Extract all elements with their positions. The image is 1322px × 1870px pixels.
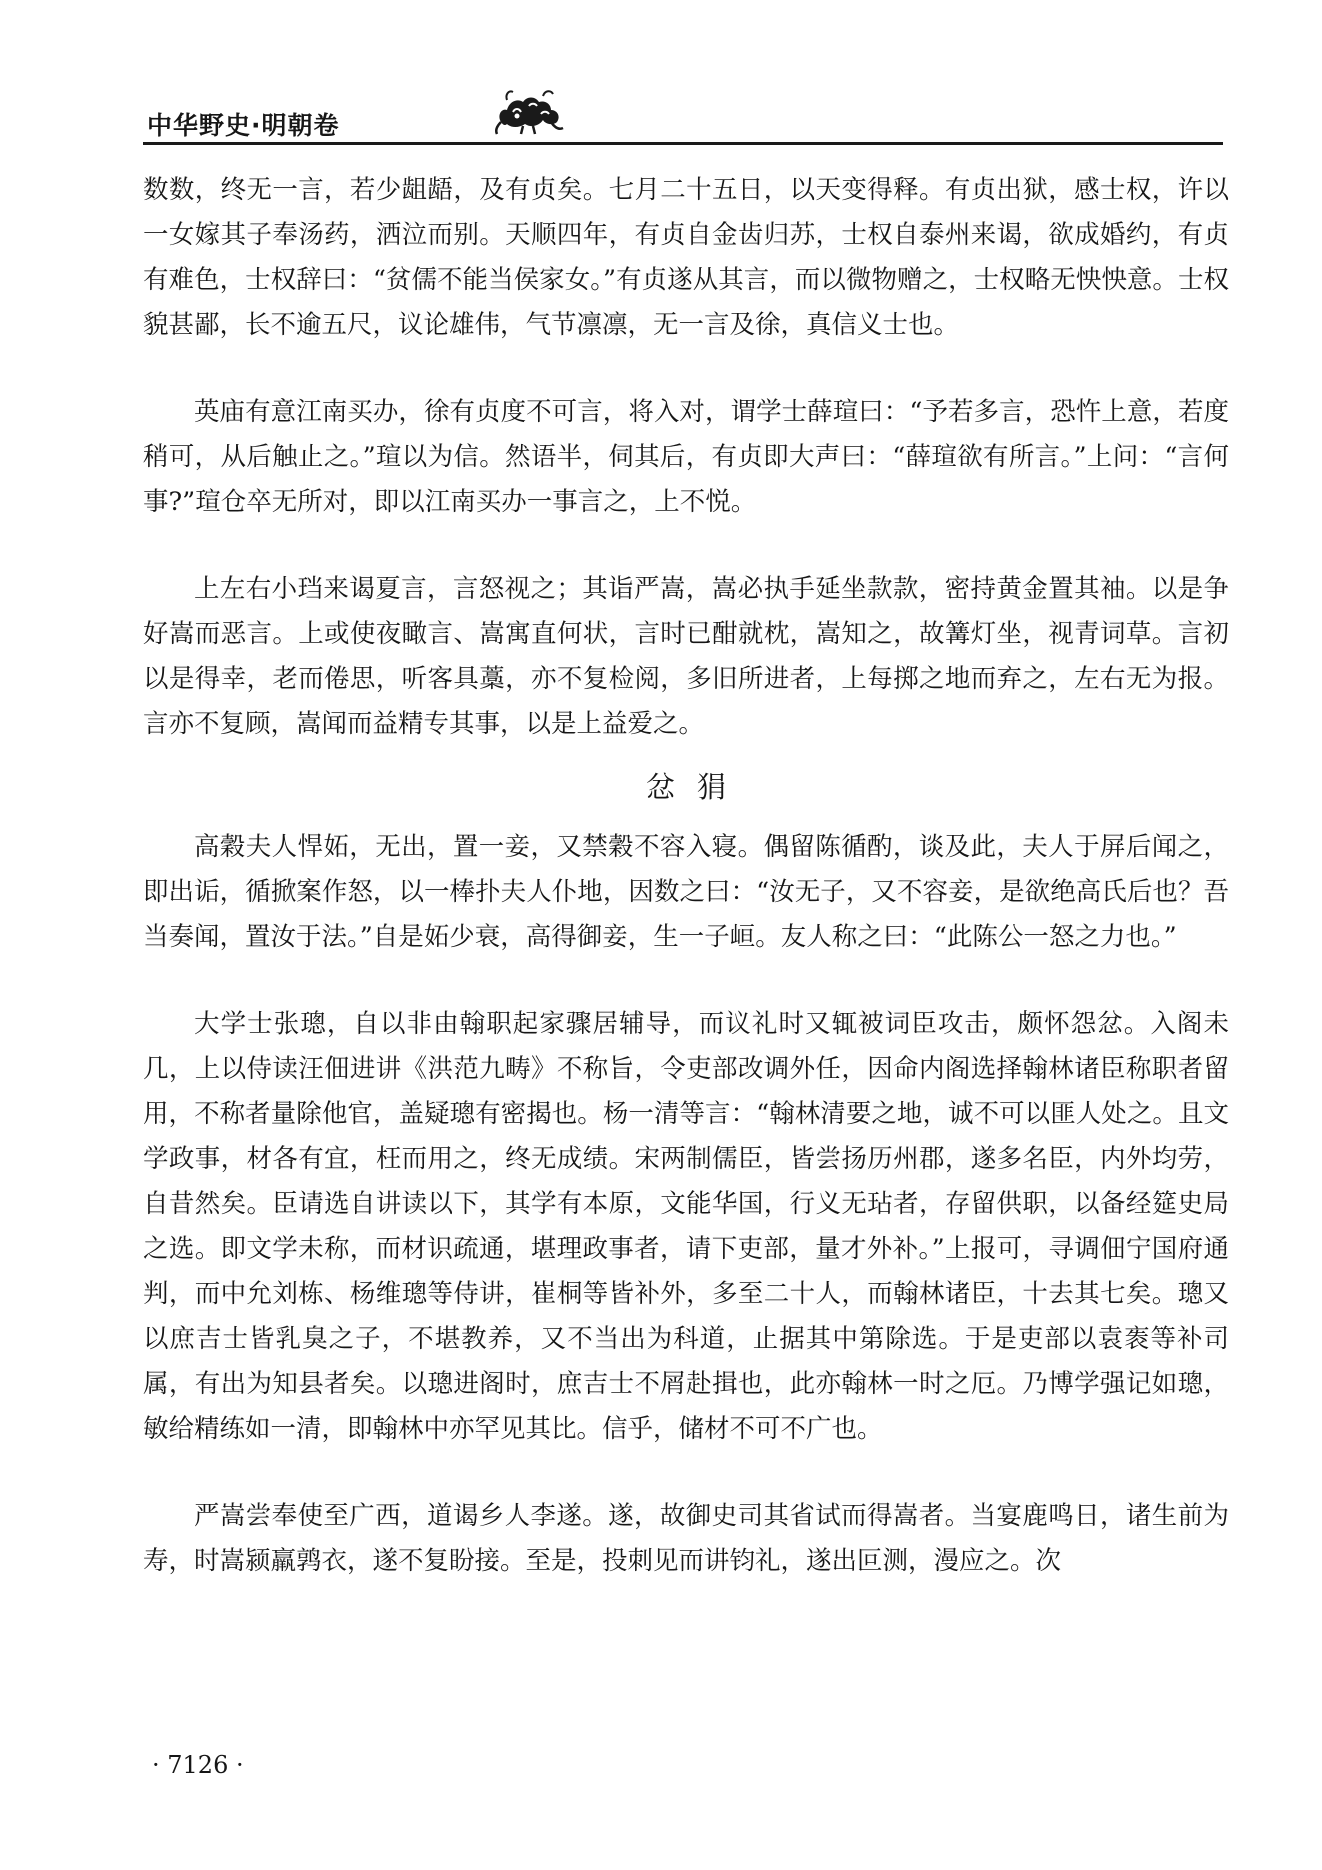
running-header [143, 86, 1243, 146]
paragraph: 严嵩尝奉使至广西，道谒乡人李遂。遂，故御史司其省试而得嵩者。当宴鹿鸣日，诸生前为寿，时嵩颍羸鹑衣，遂不复盼接。至是，投刺见而讲钧礼，遂出叵测，漫应之。次 [143, 1501, 1229, 1576]
paragraph: 高穀夫人悍妬，无出，置一妾，又禁穀不容入寝。偶留陈循酌，谈及此，夫人于屏后闻之，即出诟，循掀案作怒，以一棒扑夫人仆地，因数之曰：“汝无子，又不容妾，是欲绝高氏后也？吾当奏闻，置汝于法。”自是妬少衰，高得御妾，生一子峘。友人称之曰：“此陈公一怒之力也。” [143, 832, 1229, 952]
page-body [143, 168, 1229, 1584]
header-rule [143, 142, 1223, 145]
section-title: 忿狷 [645, 770, 748, 804]
paragraph-continued: 数数，终无一言，若少龃龉，及有贞矣。七月二十五日，以天变得释。有贞出狱，感士权，许以一女嫁其子奉汤药，洒泣而别。天顺四年，有贞自金齿归苏，士权自泰州来谒，欲成婚约，有贞有难色，士权辞曰：“贫儒不能当侯家女。”有贞遂从其言，而以微物赠之，士权略无怏怏意。士权貌甚鄙，长不逾五尺，议论雄伟，气节凛凛，无一言及徐，真信义士也。 [143, 175, 1229, 340]
page-number: · 7126 · [152, 1751, 244, 1779]
paragraph: 大学士张璁，自以非由翰职起家骤居辅导，而议礼时又辄被词臣攻击，颇怀怨忿。入阁未几，上以侍读汪佃进讲《洪范九畴》不称旨，令吏部改调外任，因命内阁选择翰林诸臣称职者留用，不称者量除他官，盖疑璁有密揭也。杨一清等言：“翰林清要之地，诚不可以匪人处之。且文学政事，材各有宜，枉而用之，终无成绩。宋两制儒臣，皆尝扬历州郡，遂多名臣，内外均劳，自昔然矣。臣请选自讲读以下，其学有本原，文能华国，行义无玷者，存留供职，以备经筵史局之选。即文学未称，而材识疏通，堪理政事者，请下吏部，量才外补。”上报可，寻调佃宁国府通判，而中允刘栋、杨维璁等侍讲，崔桐等皆补外，多至二十人，而翰林诸臣，十去其七矣。璁又以庶吉士皆乳臭之子，不堪教养，又不当出为科道，止据其中第除选。于是吏部以袁袠等补司属，有出为知县者矣。以璁进阁时，庶吉士不屑赴揖也，此亦翰林一时之厄。乃博学强记如璁，敏给精练如一清，即翰林中亦罕见其比。信乎，储材不可不广也。 [143, 1009, 1229, 1444]
dragon-emblem-icon [493, 88, 565, 136]
header-title: 中华野史·明朝卷 [147, 111, 340, 140]
paragraph: 上左右小珰来谒夏言，言怒视之；其诣严嵩，嵩必执手延坐款款，密持黄金置其袖。以是争好嵩而恶言。上或使夜瞰言、嵩寓直何状，言时已酣就枕，嵩知之，故篝灯坐，视青词草。言初以是得幸，老而倦思，听客具藁，亦不复检阅，多旧所进者，上每掷之地而弃之，左右无为报。言亦不复顾，嵩闻而益精专其事，以是上益爱之。 [143, 574, 1229, 739]
paragraph: 英庙有意江南买办，徐有贞度不可言，将入对，谓学士薛瑄曰：“予若多言，恐忤上意，若度稍可，从后触止之。”瑄以为信。然语半，伺其后，有贞即大声曰：“薛瑄欲有所言。”上问：“言何事?”瑄仓卒无所对，即以江南买办一事言之，上不悦。 [143, 397, 1229, 517]
